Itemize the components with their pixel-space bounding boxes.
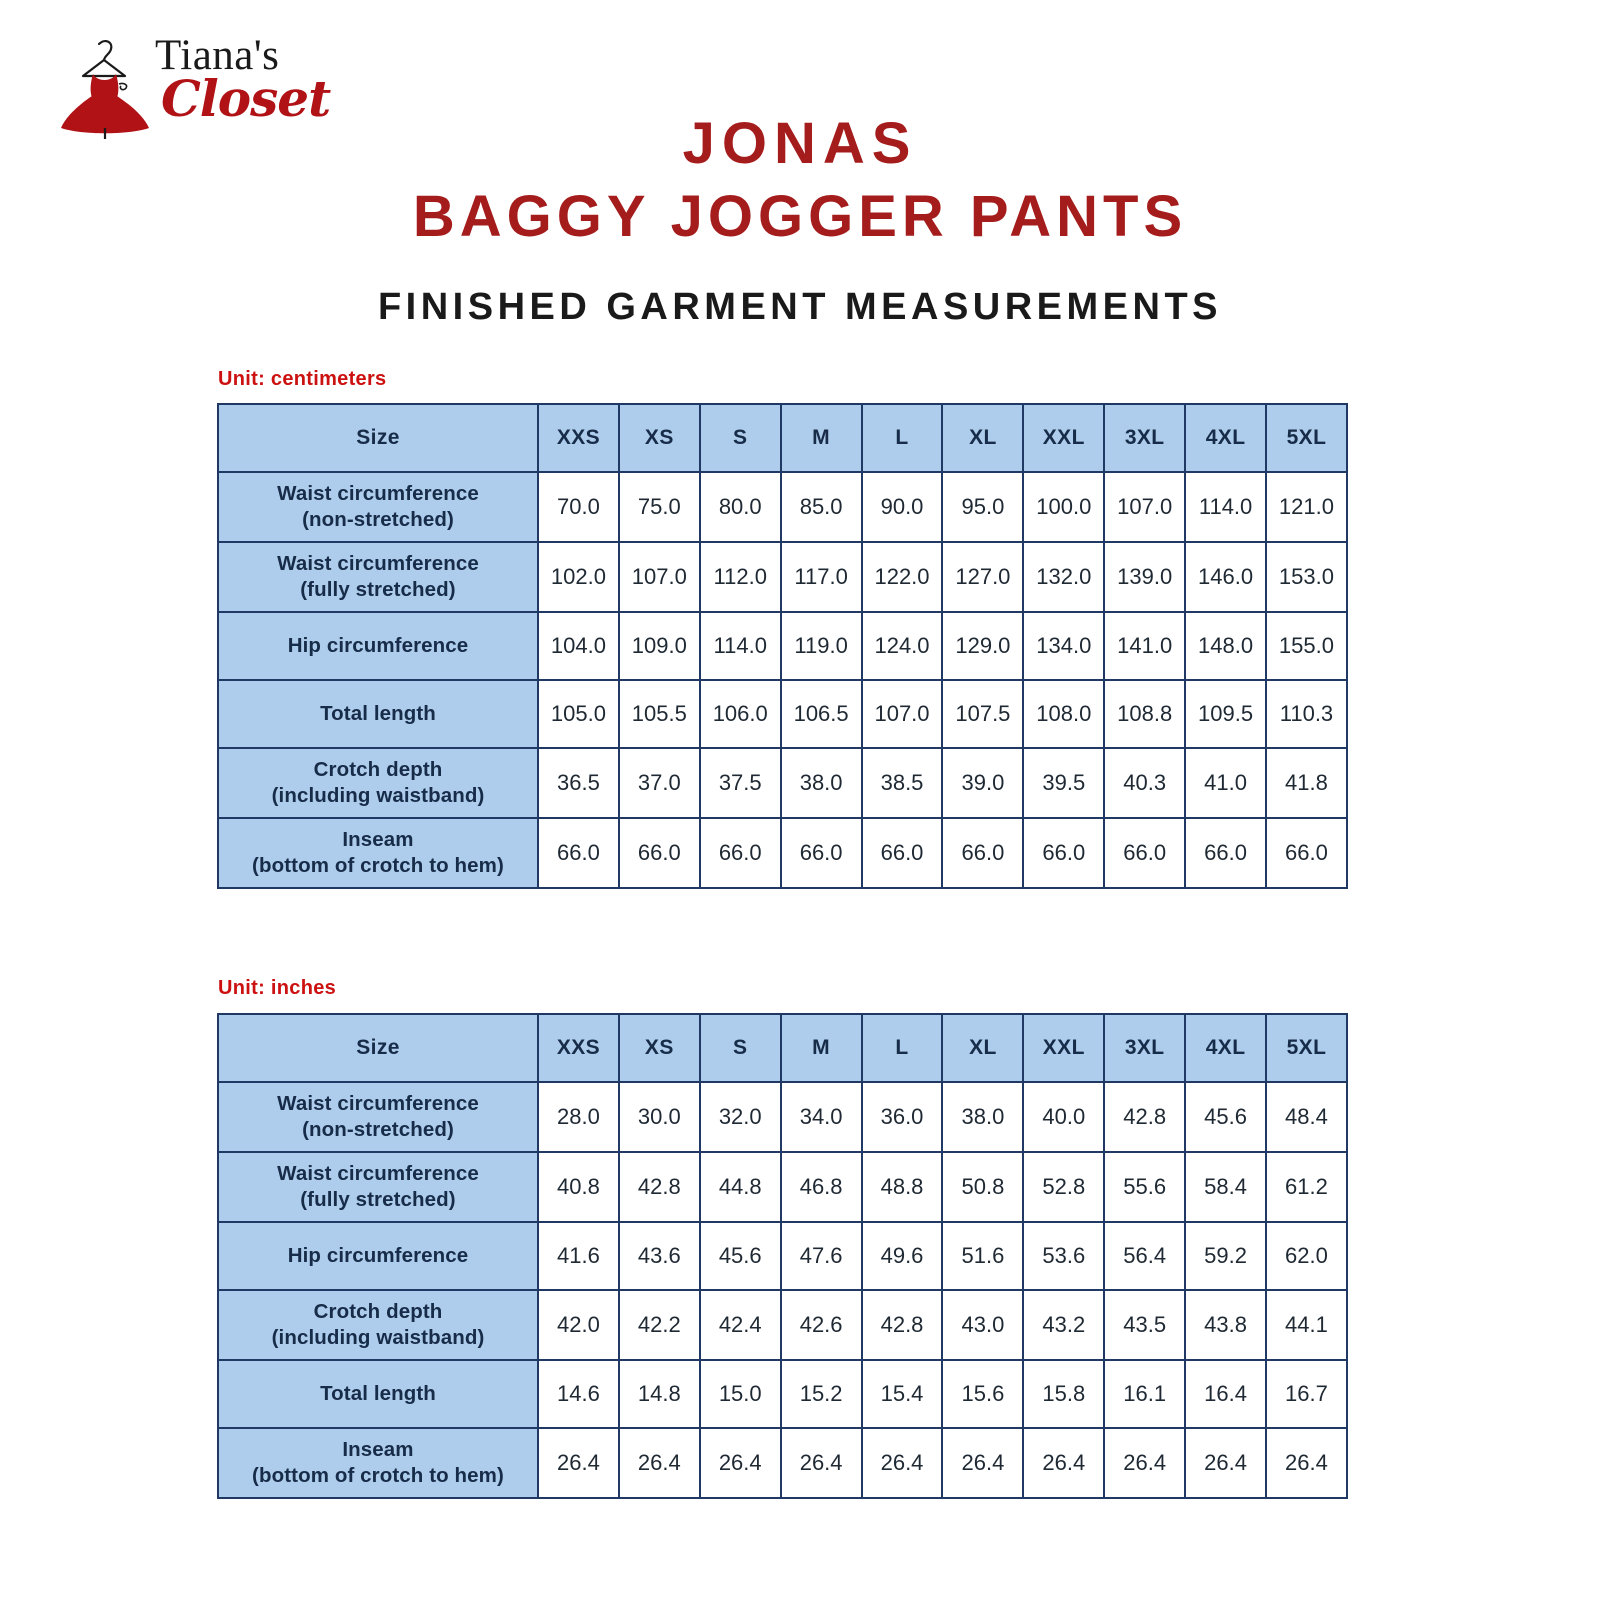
column-header-xl: XL	[942, 404, 1023, 472]
row-label-main: Hip circumference	[287, 633, 469, 657]
measurement-cell: 28.0	[538, 1082, 619, 1152]
measurement-cell: 26.4	[1266, 1428, 1347, 1498]
column-header-xxs: XXS	[538, 1014, 619, 1082]
measurement-cell: 148.0	[1185, 612, 1266, 680]
row-label-main: Waist circumference	[277, 1161, 479, 1185]
measurement-cell: 14.6	[538, 1360, 619, 1428]
measurement-cell: 127.0	[942, 542, 1023, 612]
unit-label-inches: Unit: inches	[218, 977, 337, 999]
measurement-cell: 119.0	[781, 612, 862, 680]
row-header-label	[218, 748, 538, 818]
measurement-cell: 40.3	[1104, 748, 1185, 818]
measurement-cell: 32.0	[700, 1082, 781, 1152]
page-subtitle: BAGGY JOGGER PANTS	[412, 183, 1188, 249]
column-header-size: Size	[218, 404, 538, 472]
brand-name-line2: Closet	[161, 69, 331, 128]
measurement-cell: 107.0	[619, 542, 700, 612]
measurement-cell: 26.4	[781, 1428, 862, 1498]
measurement-cell: 132.0	[1023, 542, 1104, 612]
unit-label-centimeters: Unit: centimeters	[218, 368, 387, 390]
measurement-cell: 34.0	[781, 1082, 862, 1152]
measurement-cell: 16.7	[1266, 1360, 1347, 1428]
row-label-main: Total length	[320, 701, 436, 725]
measurement-cell: 16.1	[1104, 1360, 1185, 1428]
measurement-cell: 44.8	[700, 1152, 781, 1222]
table-head	[218, 404, 1347, 472]
measurement-cell: 42.0	[538, 1290, 619, 1360]
row-label-main: Waist circumference	[277, 551, 479, 575]
table-row	[218, 1428, 1347, 1498]
measurement-cell: 139.0	[1104, 542, 1185, 612]
measurement-cell: 66.0	[1104, 818, 1185, 888]
measurement-cell: 70.0	[538, 472, 619, 542]
measurement-cell: 39.0	[942, 748, 1023, 818]
column-header-3xl: 3XL	[1104, 404, 1185, 472]
measurement-cell: 100.0	[1023, 472, 1104, 542]
measurement-cell: 66.0	[942, 818, 1023, 888]
measurement-cell: 48.8	[862, 1152, 943, 1222]
measurement-cell: 41.0	[1185, 748, 1266, 818]
measurement-cell: 45.6	[700, 1222, 781, 1290]
row-label-sub: (including waistband)	[271, 1326, 485, 1349]
measurement-cell: 41.6	[538, 1222, 619, 1290]
row-header-label	[218, 1428, 538, 1498]
row-header-label	[218, 680, 538, 748]
measurement-cell: 53.6	[1023, 1222, 1104, 1290]
measurement-cell: 15.6	[942, 1360, 1023, 1428]
row-label-main: Hip circumference	[287, 1243, 469, 1267]
measurement-cell: 41.8	[1266, 748, 1347, 818]
measurement-cell: 153.0	[1266, 542, 1347, 612]
measurement-cell: 55.6	[1104, 1152, 1185, 1222]
brand-name-line1: Tiana's	[155, 32, 280, 79]
measurement-cell: 42.8	[619, 1152, 700, 1222]
measurement-cell: 26.4	[1104, 1428, 1185, 1498]
column-header-xxl: XXL	[1023, 1014, 1104, 1082]
table-row	[218, 818, 1347, 888]
table-row	[218, 1152, 1347, 1222]
measurement-cell: 38.0	[942, 1082, 1023, 1152]
column-header-s: S	[700, 1014, 781, 1082]
measurement-cell: 146.0	[1185, 542, 1266, 612]
measurement-cell: 26.4	[942, 1428, 1023, 1498]
table-row	[218, 1082, 1347, 1152]
measurement-cell: 40.8	[538, 1152, 619, 1222]
column-header-4xl: 4XL	[1185, 1014, 1266, 1082]
measurement-cell: 14.8	[619, 1360, 700, 1428]
measurement-cell: 124.0	[862, 612, 943, 680]
measurement-cell: 85.0	[781, 472, 862, 542]
measurement-cell: 47.6	[781, 1222, 862, 1290]
measurement-cell: 110.3	[1266, 680, 1347, 748]
row-label-sub: (bottom of crotch to hem)	[252, 1464, 504, 1487]
table-row	[218, 680, 1347, 748]
measurement-cell: 66.0	[1185, 818, 1266, 888]
measurement-cell: 134.0	[1023, 612, 1104, 680]
measurement-cell: 30.0	[619, 1082, 700, 1152]
measurement-cell: 43.2	[1023, 1290, 1104, 1360]
measurement-cell: 109.0	[619, 612, 700, 680]
measurement-cell: 66.0	[1266, 818, 1347, 888]
measurement-cell: 42.4	[700, 1290, 781, 1360]
column-header-size: Size	[218, 1014, 538, 1082]
column-header-xs: XS	[619, 404, 700, 472]
measurement-cell: 49.6	[862, 1222, 943, 1290]
measurement-cell: 66.0	[538, 818, 619, 888]
measurement-cell: 59.2	[1185, 1222, 1266, 1290]
measurement-cell: 37.5	[700, 748, 781, 818]
table-row	[218, 542, 1347, 612]
measurement-cell: 112.0	[700, 542, 781, 612]
page-caption: FINISHED GARMENT MEASUREMENTS	[377, 285, 1223, 328]
row-header-label	[218, 612, 538, 680]
measurement-cell: 56.4	[1104, 1222, 1185, 1290]
measurement-cell: 42.2	[619, 1290, 700, 1360]
row-label-sub: (non-stretched)	[302, 1118, 454, 1141]
row-label-main: Inseam	[342, 1437, 414, 1461]
measurement-cell: 40.0	[1023, 1082, 1104, 1152]
row-header-label	[218, 1082, 538, 1152]
measurement-cell: 90.0	[862, 472, 943, 542]
measurement-cell: 61.2	[1266, 1152, 1347, 1222]
row-label-main: Total length	[320, 1381, 436, 1405]
measurement-cell: 52.8	[1023, 1152, 1104, 1222]
measurement-cell: 42.8	[1104, 1082, 1185, 1152]
measurement-cell: 107.5	[942, 680, 1023, 748]
measurement-cell: 43.5	[1104, 1290, 1185, 1360]
measurement-cell: 42.6	[781, 1290, 862, 1360]
measurement-cell: 122.0	[862, 542, 943, 612]
measurement-cell: 44.1	[1266, 1290, 1347, 1360]
row-header-label	[218, 1152, 538, 1222]
table-row	[218, 612, 1347, 680]
row-label-sub: (fully stretched)	[300, 1188, 456, 1211]
row-header-label	[218, 542, 538, 612]
measurement-cell: 48.4	[1266, 1082, 1347, 1152]
measurement-cell: 114.0	[700, 612, 781, 680]
column-header-m: M	[781, 1014, 862, 1082]
measurement-cell: 15.0	[700, 1360, 781, 1428]
page-title: JONAS	[682, 111, 918, 176]
measurement-cell: 16.4	[1185, 1360, 1266, 1428]
measurement-cell: 15.2	[781, 1360, 862, 1428]
row-header-label	[218, 1222, 538, 1290]
table-row	[218, 1222, 1347, 1290]
measurement-cell: 66.0	[619, 818, 700, 888]
row-header-label	[218, 818, 538, 888]
measurement-cell: 26.4	[619, 1428, 700, 1498]
measurement-cell: 106.5	[781, 680, 862, 748]
measurement-cell: 26.4	[1023, 1428, 1104, 1498]
measurement-cell: 75.0	[619, 472, 700, 542]
measurement-cell: 39.5	[1023, 748, 1104, 818]
column-header-m: M	[781, 404, 862, 472]
measurement-cell: 80.0	[700, 472, 781, 542]
measurement-cell: 108.0	[1023, 680, 1104, 748]
table-body	[218, 472, 1347, 888]
row-label-sub: (non-stretched)	[302, 508, 454, 531]
table-header-row	[218, 404, 1347, 472]
measurement-cell: 15.8	[1023, 1360, 1104, 1428]
measurement-cell: 43.6	[619, 1222, 700, 1290]
measurement-cell: 121.0	[1266, 472, 1347, 542]
measurement-cell: 58.4	[1185, 1152, 1266, 1222]
measurements-table-centimeters	[217, 403, 1348, 889]
measurement-cell: 108.8	[1104, 680, 1185, 748]
column-header-4xl: 4XL	[1185, 404, 1266, 472]
title-block	[0, 112, 1600, 329]
measurement-cell: 155.0	[1266, 612, 1347, 680]
measurement-cell: 102.0	[538, 542, 619, 612]
measurement-cell: 43.0	[942, 1290, 1023, 1360]
row-label-sub: (bottom of crotch to hem)	[252, 854, 504, 877]
table-header-row	[218, 1014, 1347, 1082]
column-header-s: S	[700, 404, 781, 472]
measurement-cell: 109.5	[1185, 680, 1266, 748]
table-body	[218, 1082, 1347, 1498]
measurement-cell: 15.4	[862, 1360, 943, 1428]
measurement-cell: 62.0	[1266, 1222, 1347, 1290]
measurement-cell: 43.8	[1185, 1290, 1266, 1360]
measurement-cell: 26.4	[700, 1428, 781, 1498]
row-label-main: Waist circumference	[277, 1091, 479, 1115]
measurement-cell: 117.0	[781, 542, 862, 612]
row-label-sub: (including waistband)	[271, 784, 485, 807]
measurement-cell: 45.6	[1185, 1082, 1266, 1152]
measurement-cell: 66.0	[700, 818, 781, 888]
column-header-l: L	[862, 1014, 943, 1082]
table-row	[218, 1290, 1347, 1360]
table-row	[218, 1360, 1347, 1428]
column-header-5xl: 5XL	[1266, 404, 1347, 472]
measurement-cell: 106.0	[700, 680, 781, 748]
measurement-cell: 114.0	[1185, 472, 1266, 542]
row-label-sub: (fully stretched)	[300, 578, 456, 601]
measurement-cell: 51.6	[942, 1222, 1023, 1290]
column-header-xl: XL	[942, 1014, 1023, 1082]
measurement-cell: 38.5	[862, 748, 943, 818]
column-header-5xl: 5XL	[1266, 1014, 1347, 1082]
row-label-main: Waist circumference	[277, 481, 479, 505]
measurement-cell: 66.0	[781, 818, 862, 888]
measurement-cell: 104.0	[538, 612, 619, 680]
measurement-cell: 50.8	[942, 1152, 1023, 1222]
column-header-xs: XS	[619, 1014, 700, 1082]
table-row	[218, 472, 1347, 542]
measurement-cell: 26.4	[538, 1428, 619, 1498]
measurement-cell: 36.5	[538, 748, 619, 818]
row-label-main: Inseam	[342, 827, 414, 851]
measurement-cell: 107.0	[862, 680, 943, 748]
measurement-cell: 37.0	[619, 748, 700, 818]
measurement-cell: 107.0	[1104, 472, 1185, 542]
measurement-cell: 141.0	[1104, 612, 1185, 680]
row-label-main: Crotch depth	[313, 1299, 443, 1323]
row-header-label	[218, 472, 538, 542]
measurement-cell: 26.4	[1185, 1428, 1266, 1498]
table-row	[218, 748, 1347, 818]
column-header-3xl: 3XL	[1104, 1014, 1185, 1082]
table-head	[218, 1014, 1347, 1082]
measurements-table-inches	[217, 1013, 1348, 1499]
measurement-cell: 129.0	[942, 612, 1023, 680]
measurement-cell: 42.8	[862, 1290, 943, 1360]
row-header-label	[218, 1290, 538, 1360]
column-header-xxl: XXL	[1023, 404, 1104, 472]
column-header-xxs: XXS	[538, 404, 619, 472]
measurement-cell: 38.0	[781, 748, 862, 818]
measurement-cell: 105.5	[619, 680, 700, 748]
measurement-cell: 26.4	[862, 1428, 943, 1498]
row-label-main: Crotch depth	[313, 757, 443, 781]
row-header-label	[218, 1360, 538, 1428]
measurement-cell: 66.0	[862, 818, 943, 888]
column-header-l: L	[862, 404, 943, 472]
measurement-cell: 105.0	[538, 680, 619, 748]
measurement-cell: 66.0	[1023, 818, 1104, 888]
measurement-cell: 95.0	[942, 472, 1023, 542]
measurement-cell: 36.0	[862, 1082, 943, 1152]
measurement-cell: 46.8	[781, 1152, 862, 1222]
